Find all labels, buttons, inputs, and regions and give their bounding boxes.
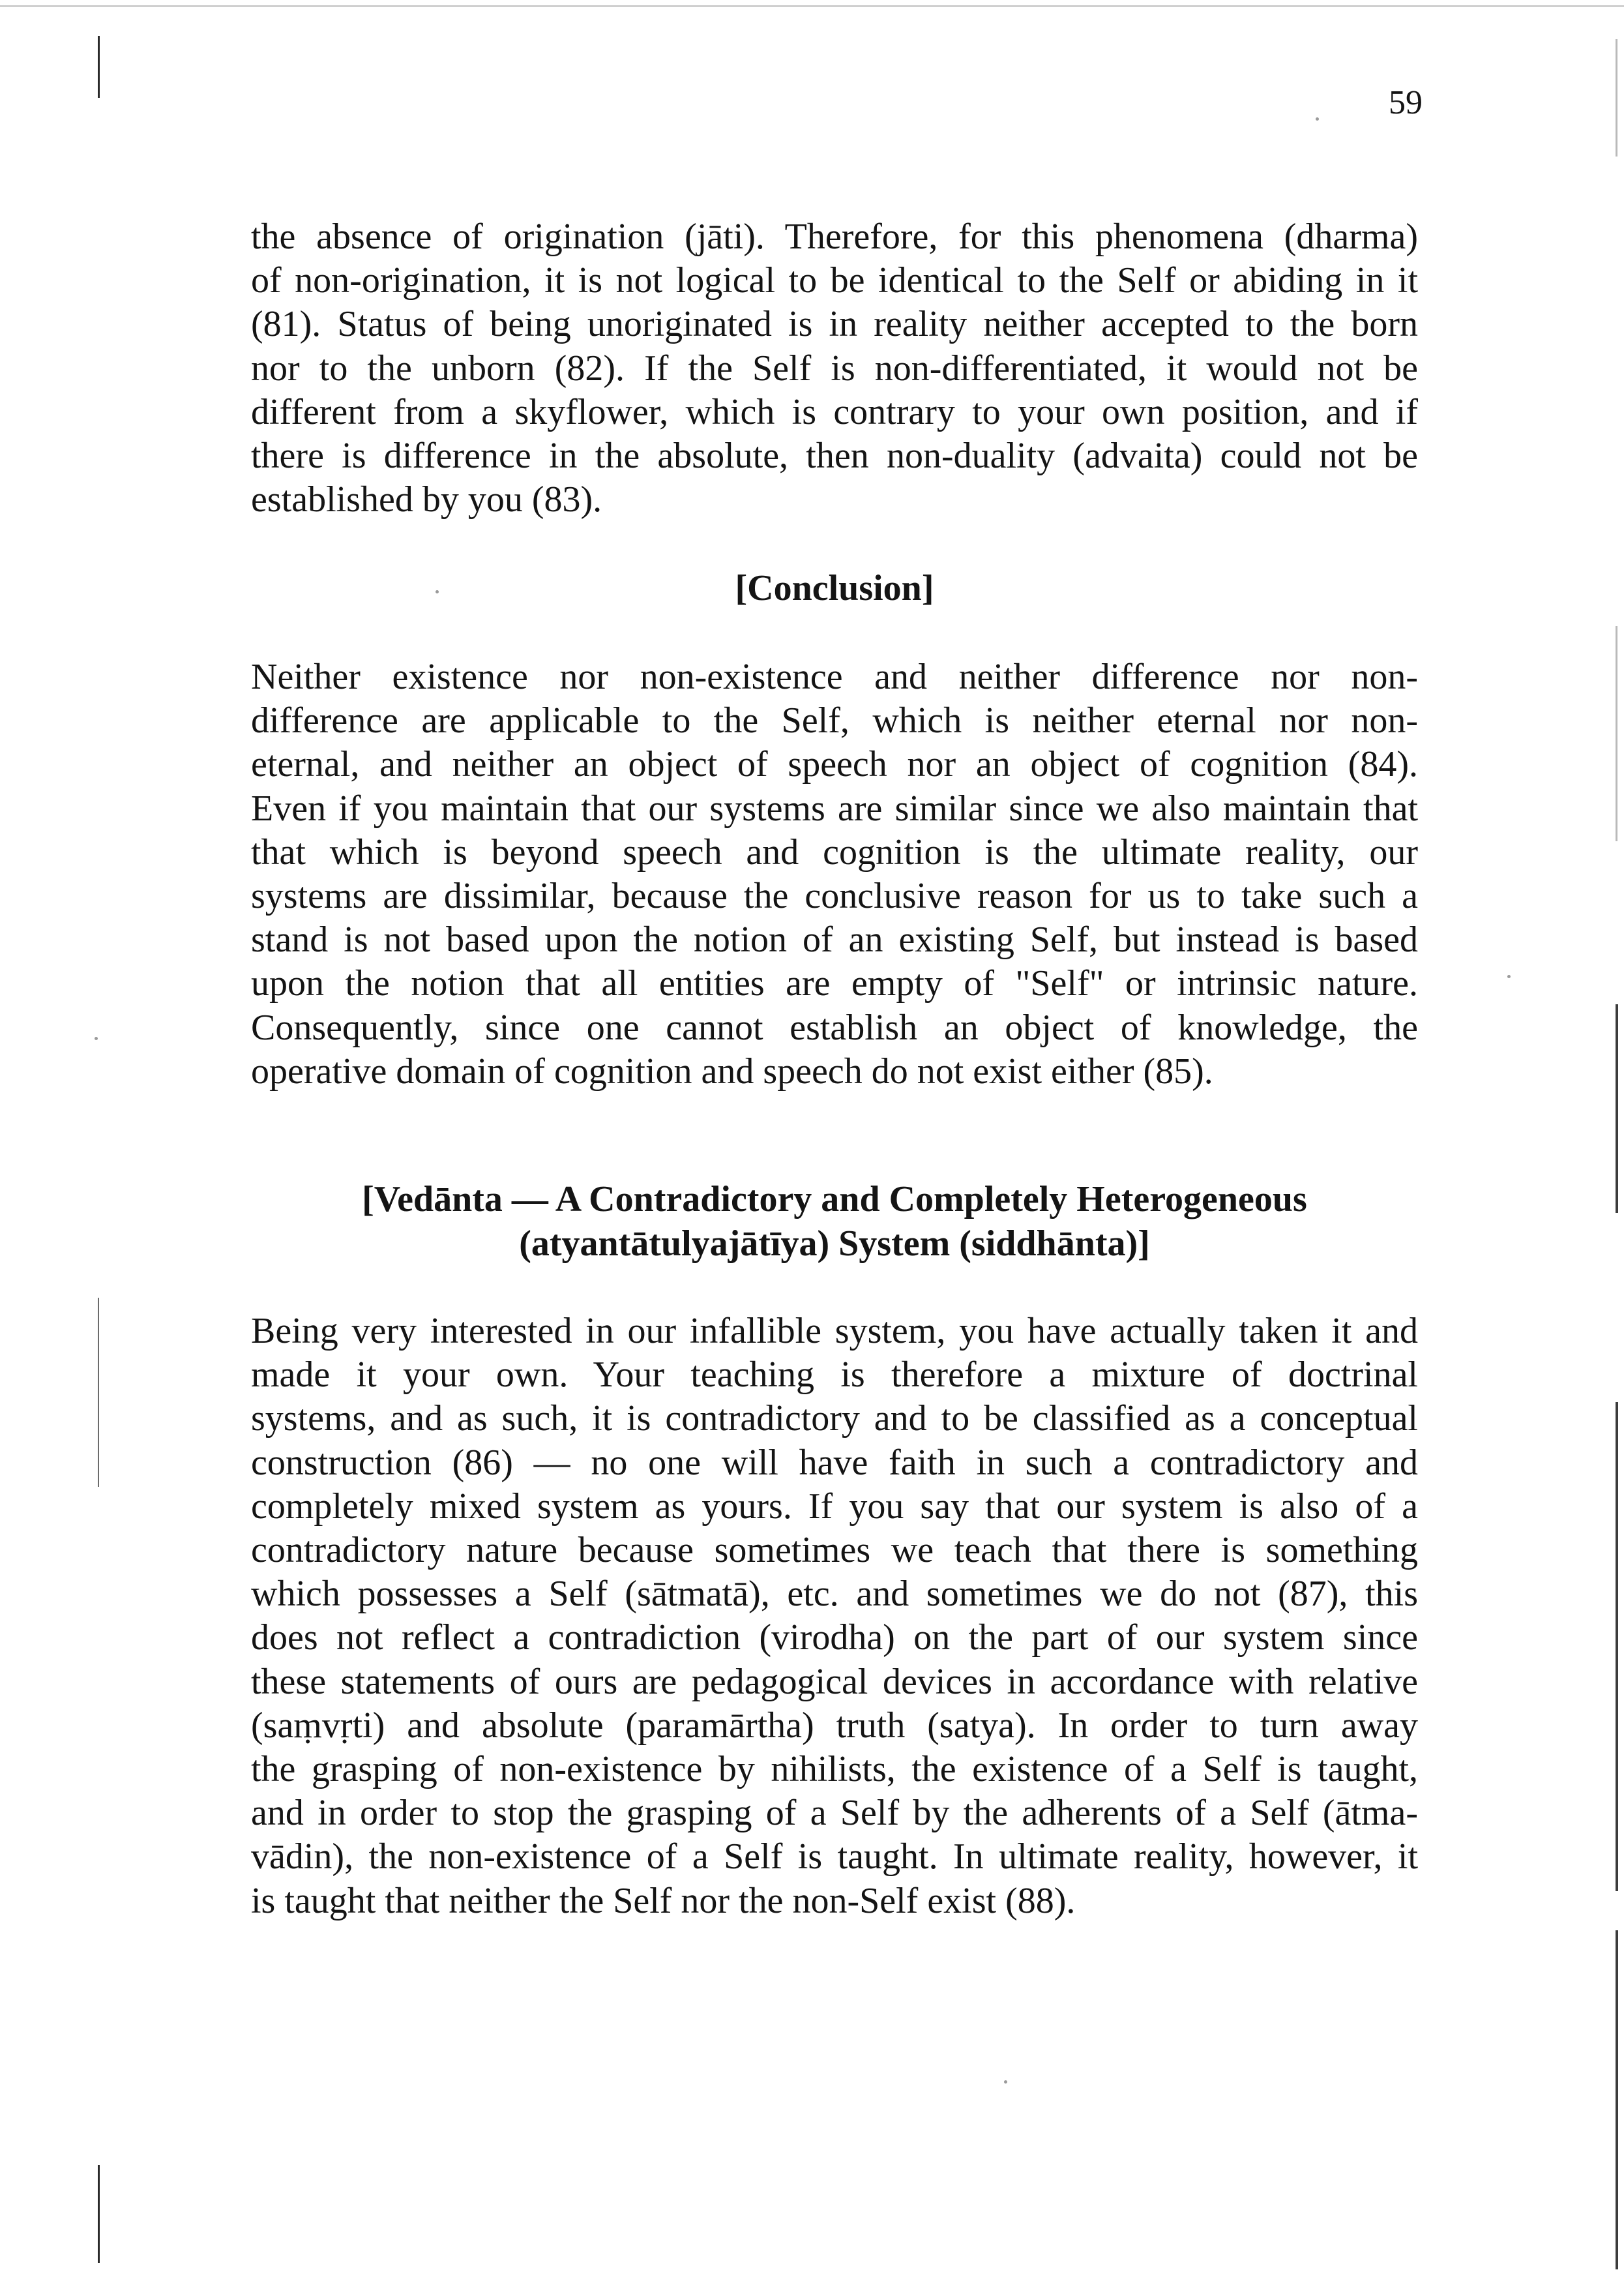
text-line: operative domain of cognition and speech do not exist either (85).	[251, 1051, 1213, 1092]
text-line: nor to the unborn (82). If the Self is non-differentiated, it would not be	[251, 348, 1418, 389]
text-line: that which is beyond speech and cognition is the ultimate reality, our	[251, 831, 1418, 873]
scan-left-mark	[98, 1298, 99, 1487]
text-line: construction (86) — no one will have faith in such a contradictory and	[251, 1442, 1418, 1483]
text-line: these statements of ours are pedagogical devices in accordance with relative	[251, 1661, 1418, 1702]
text-line: (saṃvṛti) and absolute (paramārtha) truth (satya). In order to turn away	[251, 1705, 1418, 1746]
text-line: (81). Status of being unoriginated is in reality neither accepted to the born	[251, 304, 1418, 345]
page-number: 59	[1389, 84, 1423, 121]
scan-right-mark	[1616, 1004, 1618, 1213]
scan-right-mark	[1616, 1402, 1618, 1891]
text-line: the grasping of non-existence by nihilists, the existence of a Self is taught,	[251, 1749, 1418, 1790]
text-line: different from a skyflower, which is contrary to your own position, and if	[251, 391, 1418, 432]
text-line: Neither existence nor non-existence and neither difference nor non-	[251, 657, 1418, 697]
text-line: difference are applicable to the Self, which is neither eternal nor non-	[251, 700, 1418, 741]
text-line: stand is not based upon the notion of an existing Self, but instead is based	[251, 919, 1418, 961]
text-line: made it your own. Your teaching is therefore a mixture of doctrinal	[251, 1354, 1418, 1396]
text-line: is taught that neither the Self nor the non-Self exist (88).	[251, 1880, 1076, 1921]
text-line: systems, and as such, it is contradictory and to be classified as a conceptual	[251, 1398, 1418, 1439]
paragraph-origination	[251, 215, 1418, 522]
text-line: Consequently, since one cannot establish an object of knowledge, the	[251, 1007, 1418, 1048]
scan-speck	[1316, 117, 1319, 121]
scan-right-mark	[1616, 1930, 1618, 2269]
scan-speck	[1507, 975, 1511, 978]
section-heading-vedanta	[251, 1177, 1418, 1266]
text-line: Being very interested in our infallible system, you have actually taken it and	[251, 1311, 1418, 1351]
text-line: Even if you maintain that our systems are similar since we also maintain that	[251, 788, 1418, 829]
text-line: upon the notion that all entities are empty of "Self" or intrinsic nature.	[251, 963, 1418, 1004]
heading-line: (atyantātulyajātīya) System (siddhānta)]	[519, 1223, 1150, 1264]
paragraph-conclusion	[251, 655, 1418, 1094]
text-line: systems are dissimilar, because the conclusive reason for us to take such a	[251, 876, 1418, 917]
text-line: of non-origination, it is not logical to be identical to the Self or abiding in it	[251, 260, 1418, 301]
scan-left-mark	[98, 36, 100, 98]
text-line: the absence of origination (jāti). Therefore, for this phenomena (dharma)	[251, 217, 1418, 257]
scan-speck	[1004, 2080, 1007, 2084]
scan-top-edge	[0, 5, 1624, 7]
heading-line: [Vedānta — A Contradictory and Completely Heterogeneous	[362, 1179, 1307, 1219]
text-line: which possesses a Self (sātmatā), etc. and sometimes we do not (87), this	[251, 1574, 1418, 1615]
scan-speck	[95, 1037, 98, 1040]
text-line: contradictory nature because sometimes we teach that there is something	[251, 1530, 1418, 1571]
text-line: eternal, and neither an object of speech nor an object of cognition (84).	[251, 744, 1418, 785]
paragraph-vedanta	[251, 1309, 1418, 1923]
text-line: established by you (83).	[251, 479, 602, 520]
scan-right-mark	[1616, 626, 1617, 841]
text-line: vādin), the non-existence of a Self is taught. In ultimate reality, however, it	[251, 1836, 1418, 1877]
scan-right-mark	[1616, 39, 1617, 157]
text-line: does not reflect a contradiction (virodha) on the part of our system since	[251, 1617, 1418, 1658]
text-line: completely mixed system as yours. If you say that our system is also of a	[251, 1486, 1418, 1527]
text-line: and in order to stop the grasping of a Self by the adherents of a Self (ātma-	[251, 1793, 1418, 1834]
text-line: there is difference in the absolute, then non-duality (advaita) could not be	[251, 436, 1418, 477]
section-heading-conclusion: [Conclusion]	[735, 568, 934, 608]
scan-left-mark	[98, 2165, 100, 2263]
